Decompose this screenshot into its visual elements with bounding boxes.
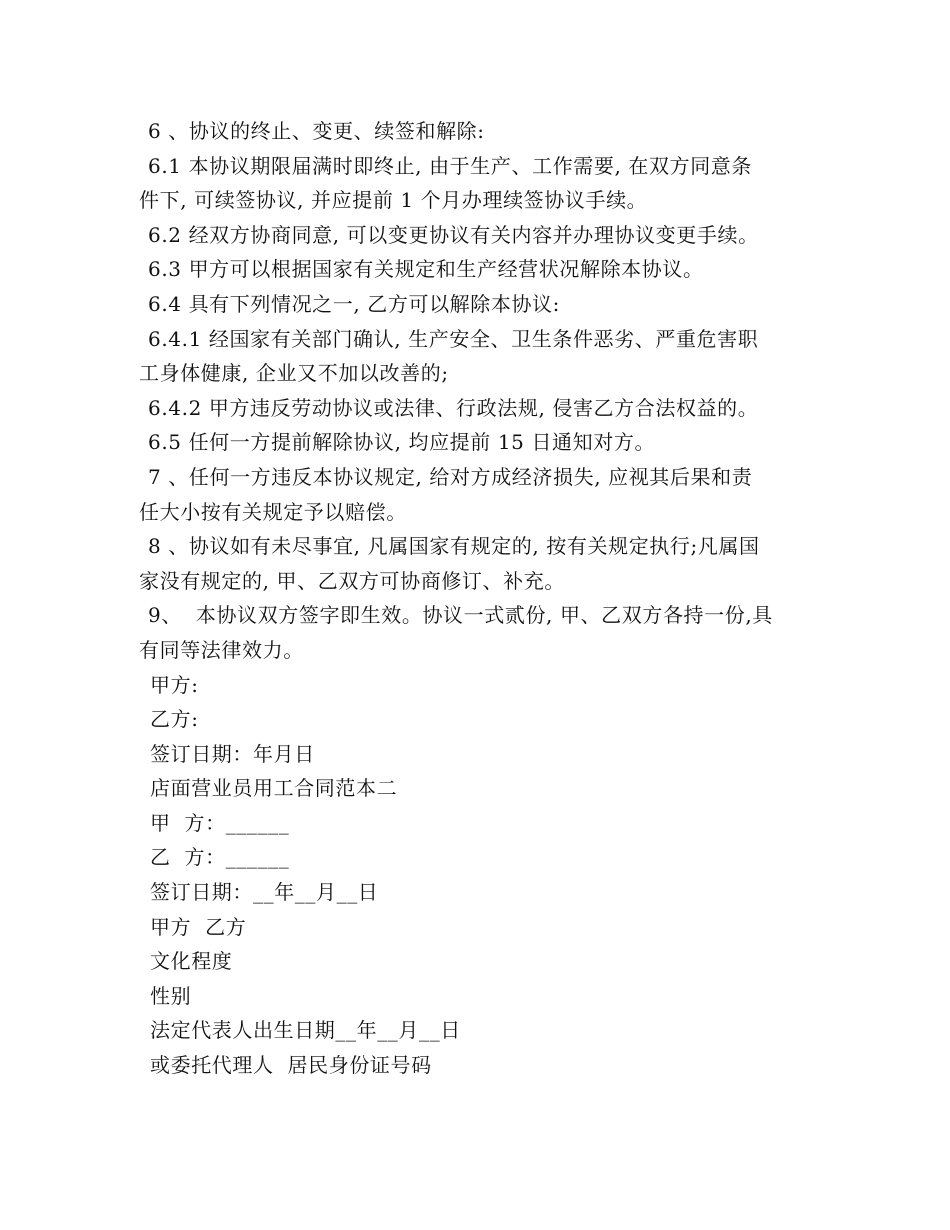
education-label: 文化程度: [150, 949, 233, 974]
clause-6-4-1-continued: 工身体健康, 企业又不加以改善的;: [139, 361, 449, 386]
agent-id-number: 或委托代理人 居民身份证号码: [150, 1053, 432, 1078]
section-6-heading: 6 、协议的终止、变更、续签和解除:: [148, 119, 485, 143]
section-9-continued: 有同等法律效力。: [139, 637, 304, 662]
signing-date-field: 签订日期：__年__月__日: [150, 880, 379, 905]
clause-6-4-2: 6.4.2 甲方违反劳动协议或法律、行政法规, 侵害乙方合法权益的。: [148, 395, 759, 420]
document-body: [139, 114, 819, 1083]
clause-6-3: 6.3 甲方可以根据国家有关规定和生产经营状况解除本协议。: [148, 257, 704, 282]
party-b-label: 乙方:: [150, 707, 199, 732]
section-7: 7 、任何一方违反本协议规定, 给对方成经济损失, 应视其后果和责: [148, 464, 753, 489]
clause-6-1: 6.1 本协议期限届满时即终止, 由于生产、工作需要, 在双方同意条: [148, 153, 752, 178]
clause-6-2: 6.2 经双方协商同意, 可以变更协议有关内容并办理协议变更手续。: [148, 222, 759, 247]
clause-6-4: 6.4 具有下列情况之一, 乙方可以解除本协议:: [148, 291, 561, 316]
party-a-field: 甲 方：______: [150, 810, 290, 835]
signing-date: 签订日期：年月日: [150, 741, 315, 766]
clause-6-1-continued: 件下, 可续签协议, 并应提前 1 个月办理续签协议手续。: [139, 188, 648, 213]
section-9: 9、 本协议双方签字即生效。协议一式贰份, 甲、乙双方各持一份,具: [148, 603, 773, 628]
gender-label: 性别: [150, 983, 192, 1008]
section-8-continued: 家没有规定的, 甲、乙双方可协商修订、补充。: [139, 568, 565, 593]
section-8: 8 、协议如有未尽事宜, 凡属国家有规定的, 按有关规定执行;凡属国: [148, 534, 760, 559]
clause-6-5: 6.5 任何一方提前解除协议, 均应提前 15 日通知对方。: [148, 430, 656, 455]
party-a-label: 甲方:: [150, 672, 199, 697]
clause-6-4-1: 6.4.1 经国家有关部门确认, 生产安全、卫生条件恶劣、严重危害职: [148, 326, 759, 351]
section-7-continued: 任大小按有关规定予以赔偿。: [139, 499, 407, 524]
contract-title-2: 店面营业员用工合同范本二: [150, 776, 398, 801]
party-a-b-header: 甲方 乙方: [150, 914, 247, 939]
party-b-field: 乙 方：______: [150, 845, 290, 870]
legal-rep-birthdate: 法定代表人出生日期__年__月__日: [150, 1018, 461, 1043]
